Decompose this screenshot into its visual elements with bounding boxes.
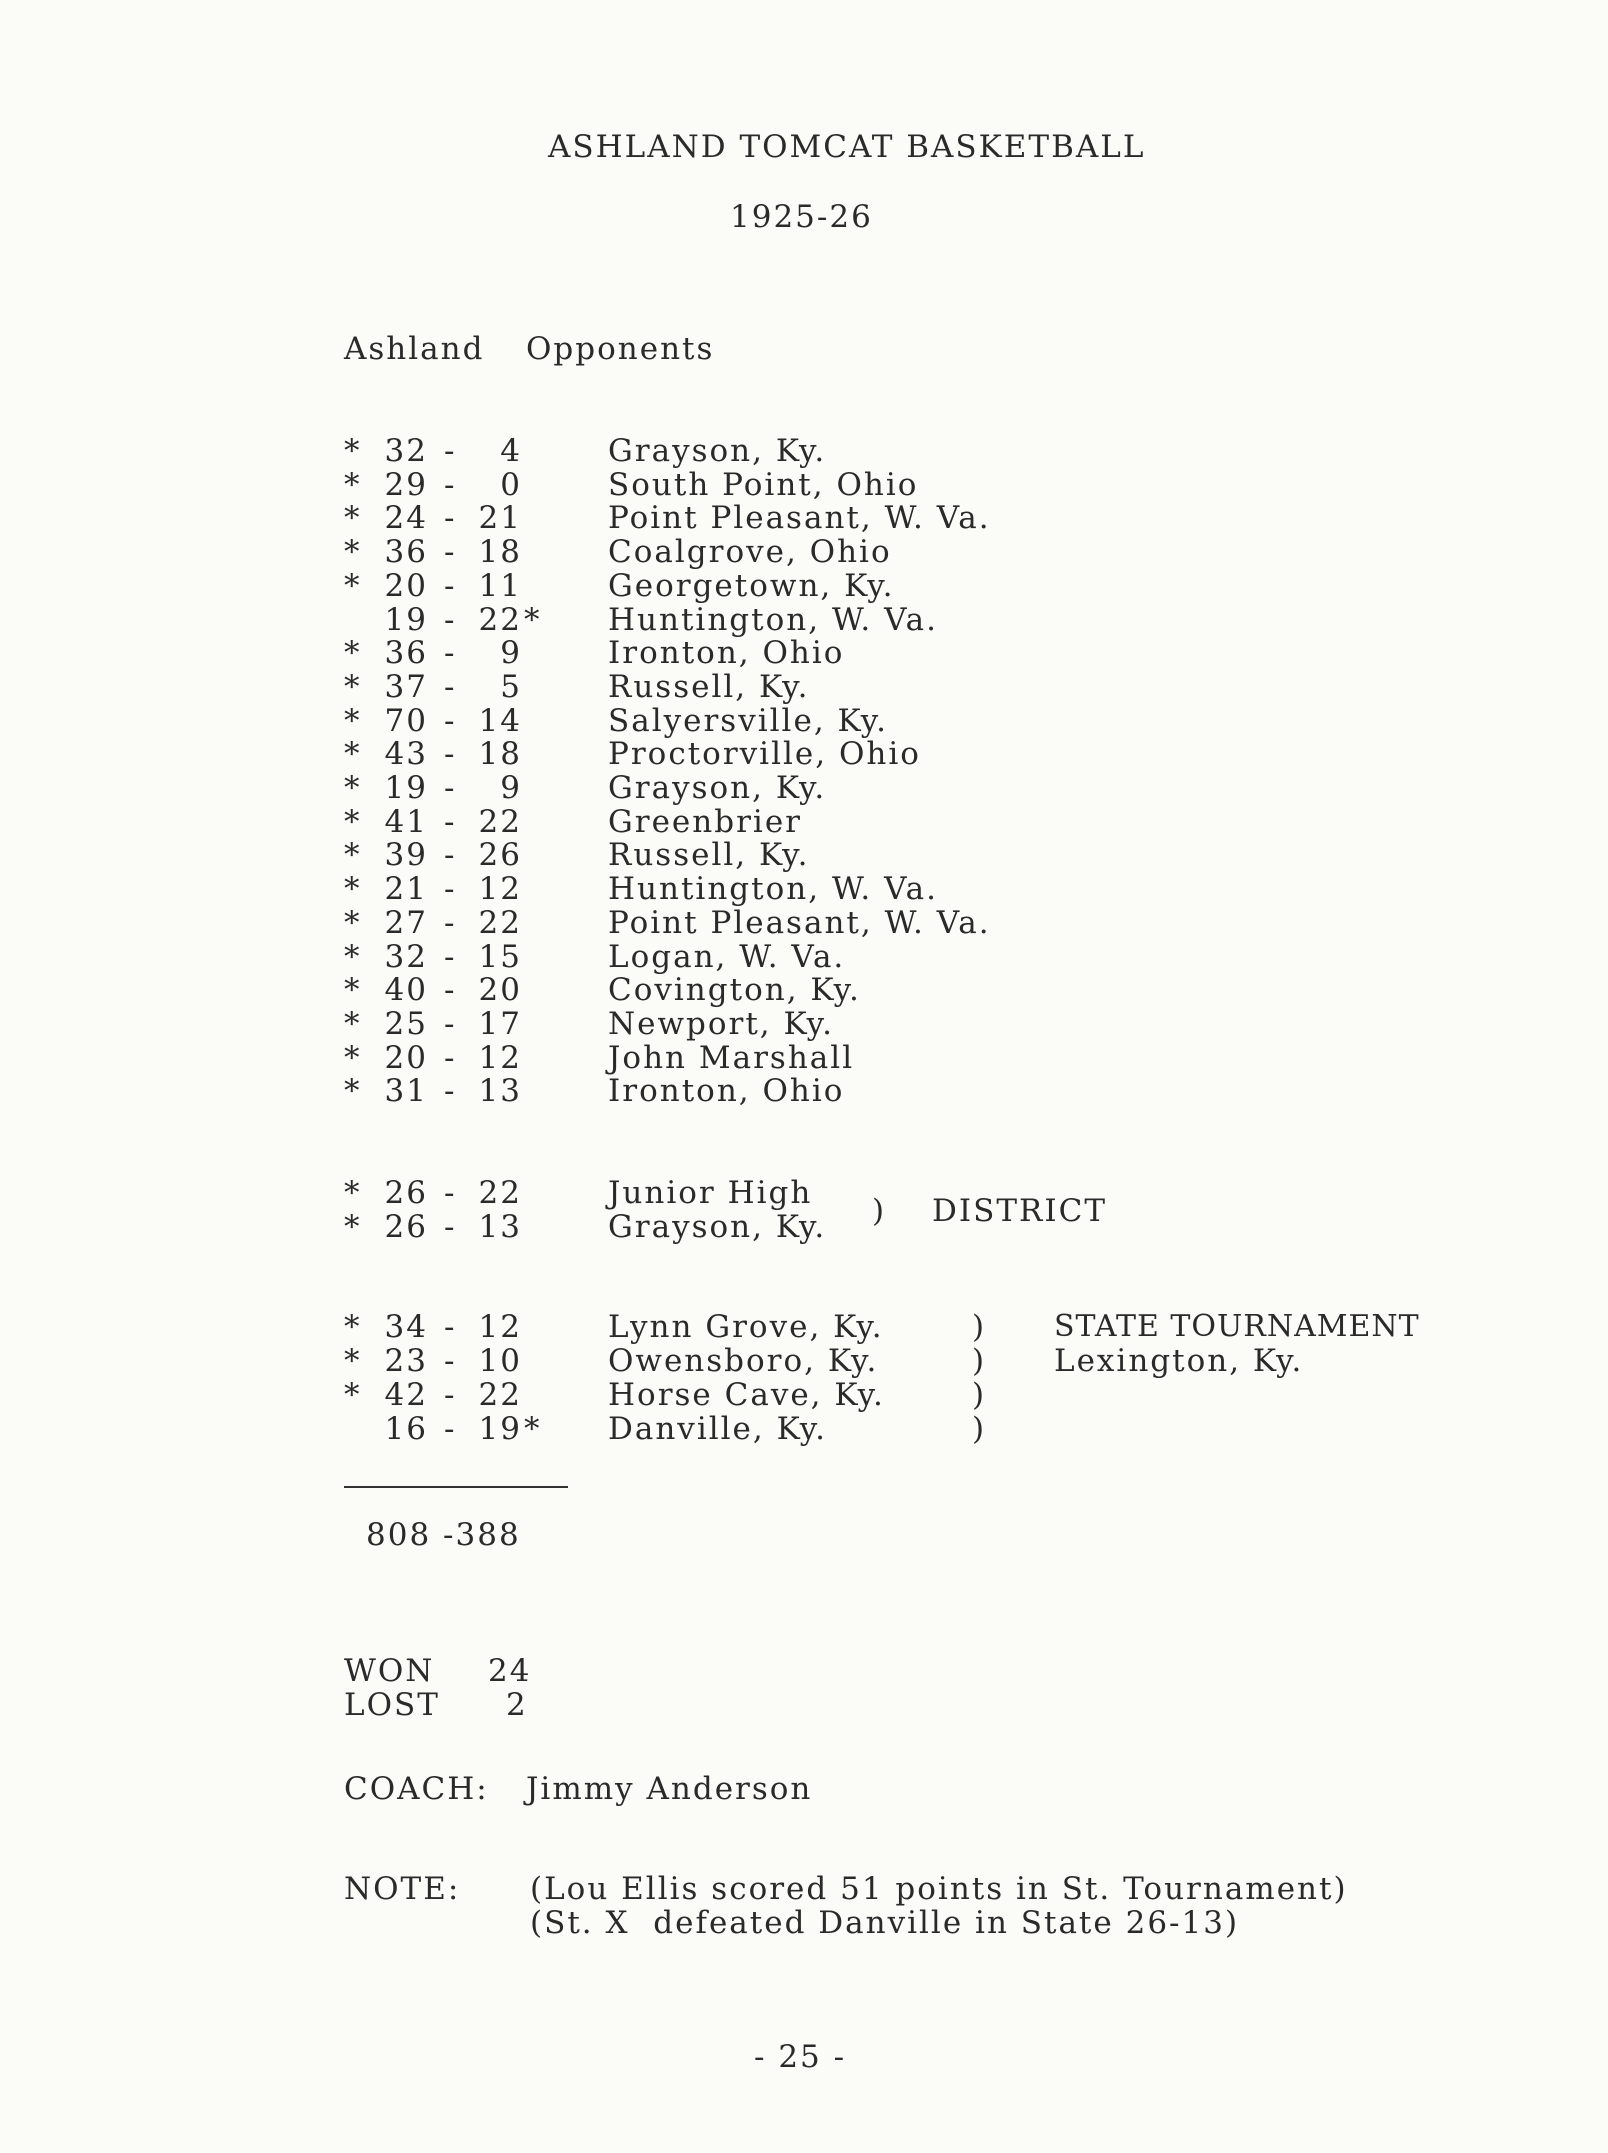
score-dash: - xyxy=(444,1209,457,1245)
game-row xyxy=(0,569,1608,603)
score-dash: - xyxy=(444,736,457,773)
opponent-name: Salyersville, Ky. xyxy=(608,702,888,739)
page-number: - 25 - xyxy=(754,2039,847,2075)
totals-rule xyxy=(344,1486,568,1488)
opponent-score: 9 xyxy=(500,770,522,806)
score-dash: - xyxy=(444,567,457,604)
opponent-name: Grayson, Ky. xyxy=(608,770,827,806)
win-marker: * xyxy=(344,1343,362,1379)
opponent-name: Lynn Grove, Ky. xyxy=(608,1309,884,1345)
game-row xyxy=(0,1007,1608,1041)
win-marker: * xyxy=(344,1073,362,1110)
score-dash: - xyxy=(444,1343,457,1379)
ashland-score: 37 xyxy=(384,668,428,705)
game-row xyxy=(0,973,1608,1007)
ashland-score: 42 xyxy=(384,1377,428,1413)
win-marker: * xyxy=(344,1377,362,1413)
ashland-score: 25 xyxy=(384,1005,428,1042)
game-row xyxy=(0,670,1608,704)
game-row xyxy=(0,1210,1608,1244)
win-marker: * xyxy=(344,668,362,705)
opponent-name: Point Pleasant, W. Va. xyxy=(608,904,991,941)
ashland-score: 36 xyxy=(384,534,428,571)
ashland-score: 40 xyxy=(384,972,428,1009)
opponent-name: John Marshall xyxy=(608,1039,855,1076)
game-row xyxy=(0,940,1608,974)
opponent-score: 0 xyxy=(500,466,522,503)
opponent-name: Grayson, Ky. xyxy=(608,433,827,469)
game-row xyxy=(0,636,1608,670)
score-dash: - xyxy=(444,871,457,908)
ashland-score: 43 xyxy=(384,736,428,773)
win-marker: * xyxy=(344,1175,362,1211)
win-marker: * xyxy=(344,702,362,739)
opponent-name: Horse Cave, Ky. xyxy=(608,1377,885,1413)
win-marker: * xyxy=(344,938,362,975)
state-bracket: ) xyxy=(972,1411,987,1447)
opponent-score: 15 xyxy=(478,938,522,975)
won-label: WON xyxy=(344,1653,435,1689)
ashland-score: 41 xyxy=(384,803,428,840)
opponent-score: 22 xyxy=(478,1377,522,1413)
score-dash: - xyxy=(444,668,457,705)
ashland-score: 21 xyxy=(384,871,428,908)
opponent-name: Huntington, W. Va. xyxy=(608,601,938,638)
opponent-name: Newport, Ky. xyxy=(608,1005,834,1042)
win-marker: * xyxy=(344,567,362,604)
game-row xyxy=(0,838,1608,872)
opponent-score: 22 xyxy=(478,601,522,638)
score-dash: - xyxy=(444,938,457,975)
column-header-ashland: Ashland xyxy=(344,331,485,367)
opponent-name: Ironton, Ohio xyxy=(608,1073,845,1110)
ashland-score: 19 xyxy=(384,601,428,638)
ashland-score: 20 xyxy=(384,1039,428,1076)
opponent-name: Grayson, Ky. xyxy=(608,1209,827,1245)
win-marker: * xyxy=(344,1209,362,1245)
win-marker: * xyxy=(344,770,362,806)
game-row xyxy=(0,1074,1608,1108)
score-dash: - xyxy=(444,433,457,469)
coach-name: Jimmy Anderson xyxy=(526,1771,813,1807)
opponent-score: 5 xyxy=(500,668,522,705)
win-marker: * xyxy=(344,1309,362,1345)
game-row xyxy=(0,1041,1608,1075)
opponent-score: 13 xyxy=(478,1209,522,1245)
opponent-name: Russell, Ky. xyxy=(608,837,810,874)
opponent-win-marker: * xyxy=(524,601,542,638)
ashland-score: 27 xyxy=(384,904,428,941)
game-row xyxy=(0,872,1608,906)
ashland-score: 20 xyxy=(384,567,428,604)
opponent-score: 11 xyxy=(478,567,522,604)
opponent-name: Georgetown, Ky. xyxy=(608,567,895,604)
opponent-score: 9 xyxy=(500,635,522,672)
opponent-score: 12 xyxy=(478,1309,522,1345)
score-dash: - xyxy=(444,770,457,806)
score-dash: - xyxy=(444,601,457,638)
game-row xyxy=(0,434,1608,468)
win-marker: * xyxy=(344,635,362,672)
opponent-score: 22 xyxy=(478,803,522,840)
game-row xyxy=(0,603,1608,637)
ashland-score: 29 xyxy=(384,466,428,503)
opponent-name: Proctorville, Ohio xyxy=(608,736,921,773)
score-dash: - xyxy=(444,1073,457,1110)
score-dash: - xyxy=(444,904,457,941)
score-dash: - xyxy=(444,635,457,672)
game-row xyxy=(0,1378,1608,1412)
ashland-score: 32 xyxy=(384,938,428,975)
win-marker: * xyxy=(344,534,362,571)
ashland-score: 26 xyxy=(384,1209,428,1245)
opponent-score: 18 xyxy=(478,736,522,773)
score-dash: - xyxy=(444,837,457,874)
state-bracket: ) xyxy=(972,1343,987,1379)
page-title: ASHLAND TOMCAT BASKETBALL xyxy=(548,129,1146,165)
state-bracket: ) xyxy=(972,1377,987,1413)
opponent-score: 12 xyxy=(478,871,522,908)
win-marker: * xyxy=(344,1005,362,1042)
ashland-score: 24 xyxy=(384,500,428,537)
game-row xyxy=(0,1176,1608,1210)
ashland-score: 70 xyxy=(384,702,428,739)
ashland-score: 16 xyxy=(384,1411,428,1447)
opponent-name: Owensboro, Ky. xyxy=(608,1343,879,1379)
opponent-name: Point Pleasant, W. Va. xyxy=(608,500,991,537)
ashland-score: 19 xyxy=(384,770,428,806)
score-dash: - xyxy=(444,1309,457,1345)
win-marker: * xyxy=(344,466,362,503)
district-label: DISTRICT xyxy=(932,1193,1107,1229)
win-marker: * xyxy=(344,803,362,840)
state-tournament-label: STATE TOURNAMENT xyxy=(1054,1309,1420,1344)
ashland-score: 36 xyxy=(384,635,428,672)
note-line: (St. X defeated Danville in State 26-13) xyxy=(530,1905,1240,1941)
opponent-win-marker: * xyxy=(524,1411,542,1447)
opponent-score: 22 xyxy=(478,1175,522,1211)
game-row xyxy=(0,535,1608,569)
score-dash: - xyxy=(444,1039,457,1076)
game-row xyxy=(0,501,1608,535)
opponent-name: Danville, Ky. xyxy=(608,1411,828,1447)
score-dash: - xyxy=(444,1377,457,1413)
opponent-name: Russell, Ky. xyxy=(608,668,810,705)
opponent-name: Coalgrove, Ohio xyxy=(608,534,892,571)
state-bracket: ) xyxy=(972,1309,987,1345)
win-marker: * xyxy=(344,433,362,469)
score-dash: - xyxy=(444,1005,457,1042)
opponent-score: 26 xyxy=(478,837,522,874)
score-dash: - xyxy=(444,803,457,840)
win-marker: * xyxy=(344,500,362,537)
game-row xyxy=(0,737,1608,771)
ashland-score: 32 xyxy=(384,433,428,469)
ashland-score: 26 xyxy=(384,1175,428,1211)
win-marker: * xyxy=(344,1039,362,1076)
opponent-score: 12 xyxy=(478,1039,522,1076)
opponent-score: 13 xyxy=(478,1073,522,1110)
win-marker: * xyxy=(344,871,362,908)
game-row xyxy=(0,771,1608,805)
opponent-score: 4 xyxy=(500,433,522,469)
opponent-name: Huntington, W. Va. xyxy=(608,871,938,908)
score-dash: - xyxy=(444,702,457,739)
opponent-name: Ironton, Ohio xyxy=(608,635,845,672)
ashland-score: 23 xyxy=(384,1343,428,1379)
opponent-score: 21 xyxy=(478,500,522,537)
game-row xyxy=(0,468,1608,502)
game-row xyxy=(0,704,1608,738)
district-bracket: ) xyxy=(872,1193,887,1229)
won-value: 24 xyxy=(488,1653,532,1689)
score-dash: - xyxy=(444,500,457,537)
opponent-score: 17 xyxy=(478,1005,522,1042)
score-dash: - xyxy=(444,466,457,503)
opponent-score: 14 xyxy=(478,702,522,739)
win-marker: * xyxy=(344,736,362,773)
win-marker: * xyxy=(344,904,362,941)
note-label: NOTE: xyxy=(344,1871,461,1907)
ashland-score: 39 xyxy=(384,837,428,874)
season-year: 1925-26 xyxy=(730,199,873,235)
column-header-opponents: Opponents xyxy=(526,331,715,367)
opponent-name: Greenbrier xyxy=(608,803,802,840)
note-line: (Lou Ellis scored 51 points in St. Tournament) xyxy=(530,1871,1348,1907)
lost-value: 2 xyxy=(506,1687,528,1723)
opponent-score: 22 xyxy=(478,904,522,941)
game-row xyxy=(0,906,1608,940)
opponent-score: 10 xyxy=(478,1343,522,1379)
state-tournament-location: Lexington, Ky. xyxy=(1054,1343,1304,1379)
win-marker: * xyxy=(344,972,362,1009)
opponent-score: 18 xyxy=(478,534,522,571)
season-totals: 808 -388 xyxy=(366,1517,521,1553)
lost-label: LOST xyxy=(344,1687,440,1723)
score-dash: - xyxy=(444,972,457,1009)
ashland-score: 31 xyxy=(384,1073,428,1110)
score-dash: - xyxy=(444,1175,457,1211)
game-row xyxy=(0,1412,1608,1446)
score-dash: - xyxy=(444,1411,457,1447)
score-dash: - xyxy=(444,534,457,571)
game-row xyxy=(0,805,1608,839)
opponent-score: 20 xyxy=(478,972,522,1009)
opponent-name: Junior High xyxy=(608,1175,813,1211)
win-marker: * xyxy=(344,837,362,874)
coach-label: COACH: xyxy=(344,1771,489,1807)
ashland-score: 34 xyxy=(384,1309,428,1345)
game-row xyxy=(0,1344,1608,1378)
opponent-score: 19 xyxy=(478,1411,522,1447)
opponent-name: Logan, W. Va. xyxy=(608,938,846,975)
opponent-name: Covington, Ky. xyxy=(608,972,861,1009)
opponent-name: South Point, Ohio xyxy=(608,466,919,503)
